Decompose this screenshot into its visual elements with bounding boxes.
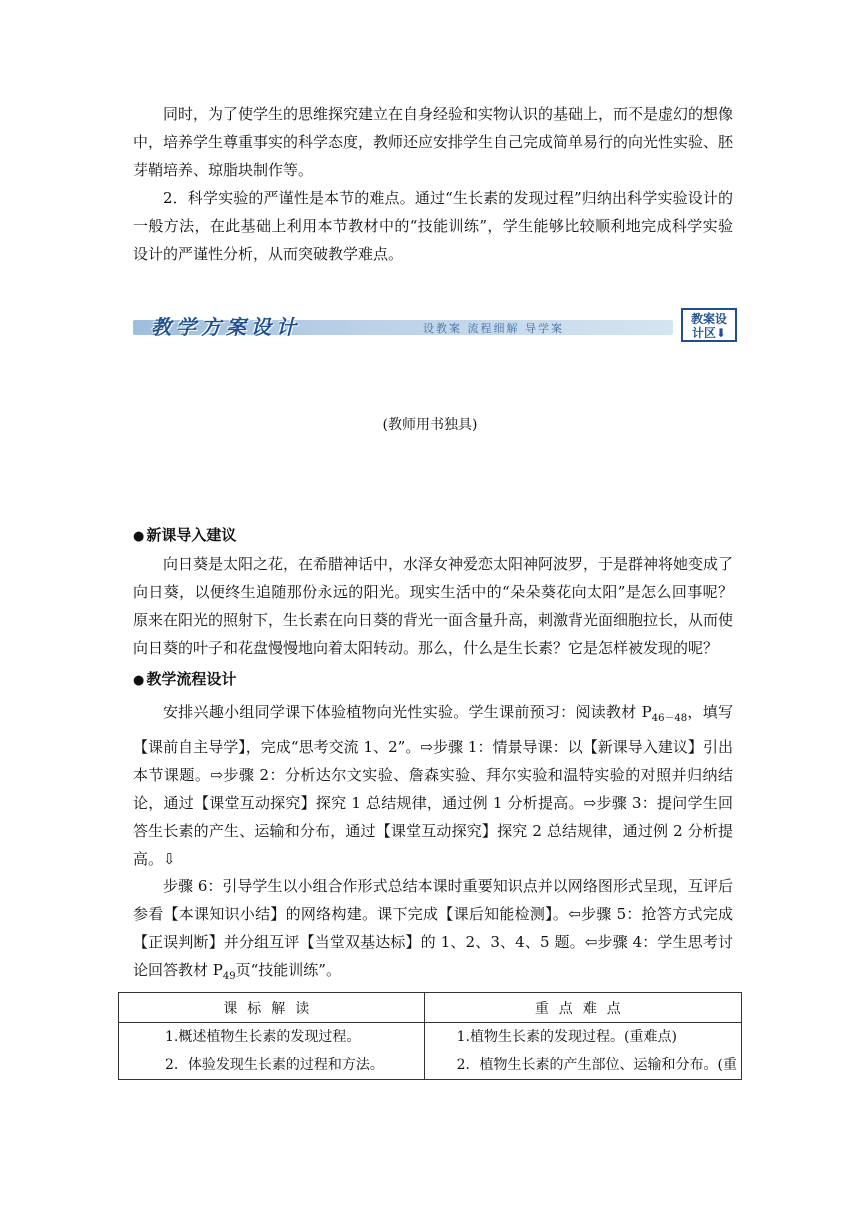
table-row: 2．植物生长素的产生部位、运输和分布。(重	[456, 1057, 737, 1073]
table-header-key-points: 重点难点	[424, 993, 741, 1023]
arrow-down-icon: ⬇	[715, 326, 727, 340]
banner-box-line2: 计区	[691, 326, 716, 340]
table-cell-key-points	[424, 1023, 741, 1080]
heading-flow	[133, 668, 236, 689]
banner-box-line1: 教案设	[690, 312, 727, 326]
bullet-icon: ●	[133, 529, 145, 544]
flow-paragraph-1: 安排兴趣小组同学课下体验植物向光性实验。学生课前预习：阅读教材 $P_{46-48}$，填写【课前自主导学】，完成“思考交流 1、2”。⇨步骤 1：情景导课：以【新课导入建议】引出本节课题。⇨步骤 2：分析达尔文实验、詹森实验、拜尔实验和温特实验的对照并归纳结论，通过【课堂互动探究】探究 1 总结规律，通过例 1 分析提高。⇨步骤 3：提问学生回答生长素的产生、运输和分布，通过【课堂互动探究】探究 2 总结规律，通过例 2 分析提高。⇩	[133, 703, 733, 868]
section-banner	[133, 308, 739, 346]
bullet-icon: ●	[133, 673, 145, 688]
banner-title: 教学方案设计	[151, 315, 301, 339]
table-cell-standards	[119, 1023, 425, 1080]
intro-paragraph-1: 同时，为了使学生的思维探究建立在自身经验和实物认识的基础上，而不是虚幻的想像中，培养学生尊重事实的科学态度，教师还应安排学生自己完成简单易行的向光性实验、胚芽鞘培养、琼脂块制作等。	[133, 105, 734, 179]
standards-table	[118, 992, 742, 1080]
intro-suggestion-paragraph: 向日葵是太阳之花，在希腊神话中，水泽女神爱恋太阳神阿波罗，于是群神将她变成了向日葵，以便终生追随那份永远的阳光。现实生活中的“朵朵葵花向太阳”是怎么回事呢？原来在阳光的照射下，生长素在向日葵的背光一面含量升高，刺激背光面细胞拉长，从而使向日葵的叶子和花盘慢慢地向着太阳转动。那么，什么是生长素？它是怎样被发现的呢？	[133, 555, 734, 657]
heading-intro-text: 新课导入建议	[146, 526, 237, 544]
banner-box	[681, 308, 737, 342]
flow-paragraph-2: 步骤 6：引导学生以小组合作形式总结本课时重要知识点并以网络图形式呈现，互评后参看【本课知识小结】的网络构建。课下完成【课后知能检测】。⇦步骤 5：抢答方式完成【正误判断】并分组互评【当堂双基达标】的 1、2、3、4、5 题。⇦步骤 4：学生思考讨论回答教材 $P_{49}$页“技能训练”。	[133, 877, 733, 982]
banner-subtitle: 设教案 流程细解 导学案	[423, 322, 564, 335]
table-row: 2．体验发现生长素的过程和方法。	[165, 1057, 384, 1073]
intro-paragraph-2: 2．科学实验的严谨性是本节的难点。通过“生长素的发现过程”归纳出科学实验设计的一般方法，在此基础上利用本节教材中的“技能训练”，学生能够比较顺利地完成科学实验设计的严谨性分析，从而突破教学难点。	[133, 189, 733, 263]
table-row: 1.概述植物生长素的发现过程。	[165, 1029, 361, 1045]
heading-flow-text: 教学流程设计	[146, 670, 237, 688]
table-row: 1.植物生长素的发现过程。(重难点)	[456, 1029, 677, 1045]
teacher-note: (教师用书独具)	[382, 417, 478, 433]
heading-intro	[133, 524, 236, 545]
table-header-standards: 课标解读	[119, 993, 425, 1023]
